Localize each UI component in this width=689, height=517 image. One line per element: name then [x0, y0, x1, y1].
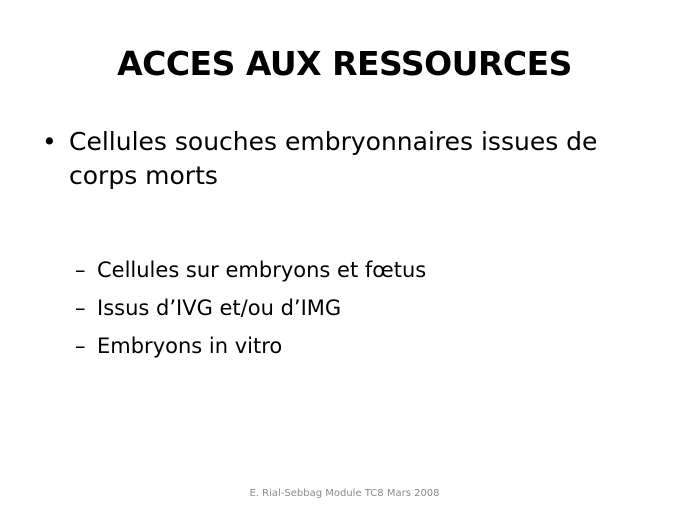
bullet-line-2: corps morts	[69, 161, 218, 190]
sub-bullet-text: Issus d’IVG et/ou d’IMG	[97, 296, 342, 320]
dash-marker: –	[75, 334, 86, 358]
bullet-marker: •	[42, 127, 57, 156]
bullet-line-1: Cellules souches embryonnaires issues de	[69, 127, 598, 156]
sub-bullet-text: Cellules sur embryons et fœtus	[97, 258, 427, 282]
slide-footer: E. Rial-Sebbag Module TC8 Mars 2008	[249, 488, 440, 499]
slide-title: ACCES AUX RESSOURCES	[117, 44, 572, 83]
sub-bullet-item	[75, 327, 635, 365]
sub-bullet-item	[75, 251, 635, 289]
sub-bullet-item	[75, 289, 635, 327]
dash-marker: –	[75, 258, 86, 282]
dash-marker: –	[75, 296, 86, 320]
sub-bullet-text: Embryons in vitro	[97, 334, 283, 358]
sub-bullet-list	[75, 251, 635, 365]
bullet-text	[69, 125, 659, 193]
